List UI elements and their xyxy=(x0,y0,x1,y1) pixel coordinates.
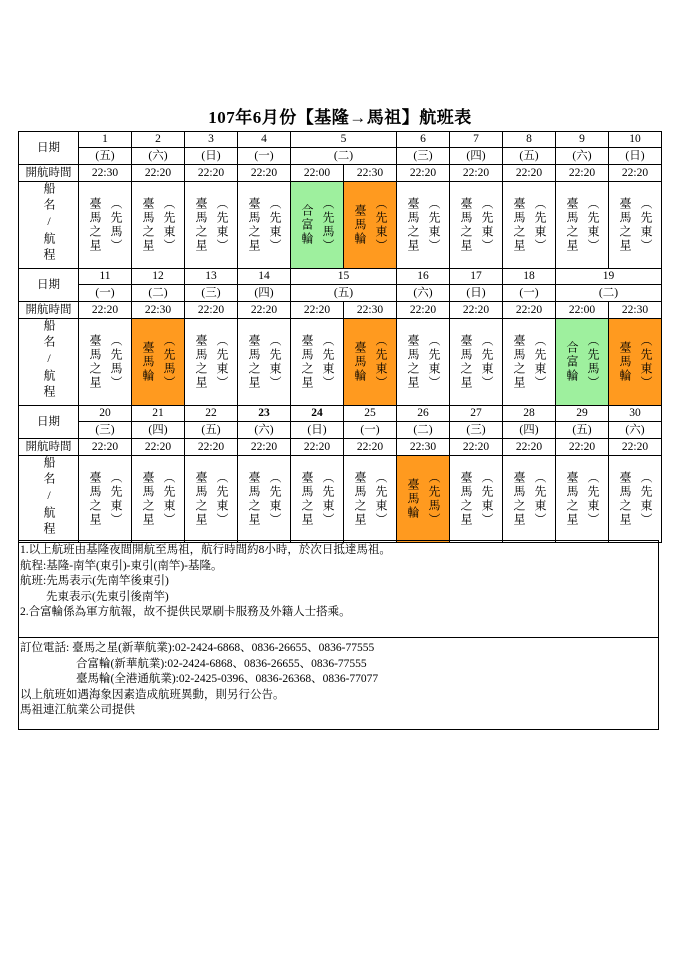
weekday-cell: (五) xyxy=(79,148,132,165)
sailing-cell xyxy=(556,319,609,406)
route-name: （先馬） xyxy=(162,334,176,390)
date-cell: 8 xyxy=(503,132,556,148)
weekday-cell: (四) xyxy=(132,422,185,439)
date-cell: 22 xyxy=(185,406,238,422)
departure-time: 22:20 xyxy=(556,165,609,182)
sailing-cell xyxy=(503,456,556,543)
date-cell: 12 xyxy=(132,269,185,285)
weekday-cell: (六) xyxy=(238,422,291,439)
ship-name: 臺馬之星 xyxy=(141,471,155,527)
weekday-cell: (二) xyxy=(291,148,397,165)
sailing-pair xyxy=(238,182,290,268)
sailing-pair xyxy=(132,182,184,268)
note-5: 2.合富輪係為軍方航報，故不提供民眾刷卡服務及外籍人士搭乘。 xyxy=(20,606,351,618)
sailing-cell xyxy=(609,319,662,406)
route-name: （先馬） xyxy=(586,334,600,390)
departure-time: 22:00 xyxy=(291,165,344,182)
ship-name: 臺馬之星 xyxy=(247,471,261,527)
weekday-cell: (一) xyxy=(238,148,291,165)
sailing-cell xyxy=(238,182,291,269)
weekday-cell: (五) xyxy=(185,422,238,439)
sailing-pair xyxy=(238,319,290,405)
sailing-pair xyxy=(503,182,555,268)
date-cell: 26 xyxy=(397,406,450,422)
weekday-cell: (日) xyxy=(291,422,344,439)
note-4: 先東表示(先東引後南竿) xyxy=(46,590,169,603)
departure-time: 22:30 xyxy=(79,165,132,182)
ship-name: 臺馬之星 xyxy=(512,197,526,253)
sailing-cell xyxy=(450,319,503,406)
route-name: （先東） xyxy=(427,197,441,253)
route-name: （先馬） xyxy=(427,471,441,527)
ship-name: 臺馬輪 xyxy=(353,341,367,383)
booking-line-3: 臺馬輪(全港通航業):02-2425-0396、0836-26368、0836-77077 xyxy=(76,673,379,685)
weekday-cell: (六) xyxy=(397,285,450,302)
weekday-cell: (四) xyxy=(238,285,291,302)
date-row xyxy=(19,269,662,285)
date-cell: 3 xyxy=(185,132,238,148)
route-name: （先東） xyxy=(586,471,600,527)
departure-time: 22:20 xyxy=(609,165,662,182)
sailing-pair xyxy=(185,319,237,405)
sailing-pair xyxy=(556,319,608,405)
departure-time: 22:20 xyxy=(609,439,662,456)
ship-name: 臺馬之星 xyxy=(194,334,208,390)
weekday-cell: (五) xyxy=(556,422,609,439)
schedule-table xyxy=(18,131,662,543)
ship-name: 臺馬之星 xyxy=(353,471,367,527)
departure-time: 22:20 xyxy=(185,165,238,182)
sailing-cell xyxy=(344,456,397,543)
sailing-cell xyxy=(556,456,609,543)
route-name: （先東） xyxy=(374,197,388,253)
departure-time: 22:30 xyxy=(609,302,662,319)
weekday-cell: (日) xyxy=(450,285,503,302)
sailing-pair xyxy=(503,319,555,405)
weekday-cell: (二) xyxy=(132,285,185,302)
departure-time: 22:20 xyxy=(132,165,185,182)
sailing-cell xyxy=(609,182,662,269)
date-row xyxy=(19,406,662,422)
date-cell: 15 xyxy=(291,269,397,285)
page-title: 107年6月份【基隆→馬祖】航班表 xyxy=(208,108,472,127)
date-cell: 13 xyxy=(185,269,238,285)
weekday-cell: (一) xyxy=(503,285,556,302)
weekday-cell: (五) xyxy=(291,285,397,302)
route-name: （先東） xyxy=(215,197,229,253)
ship-name: 臺馬之星 xyxy=(565,471,579,527)
departure-time: 22:20 xyxy=(79,302,132,319)
sailing-cell xyxy=(609,456,662,543)
departure-time: 22:20 xyxy=(503,302,556,319)
route-name: （先東） xyxy=(533,471,547,527)
date-cell: 21 xyxy=(132,406,185,422)
notes-box xyxy=(18,540,659,638)
route-name: （先馬） xyxy=(321,197,335,253)
ship-name: 臺馬之星 xyxy=(88,334,102,390)
ship-name: 臺馬輪 xyxy=(406,478,420,520)
ship-route-label xyxy=(19,182,79,269)
ship-name: 臺馬之星 xyxy=(618,197,632,253)
ship-name: 臺馬之星 xyxy=(406,334,420,390)
departure-time: 22:20 xyxy=(397,302,450,319)
departure-label: 開航時間 xyxy=(19,302,79,319)
sailing-cell xyxy=(185,456,238,543)
sailing-cell xyxy=(556,182,609,269)
departure-time: 22:20 xyxy=(450,439,503,456)
departure-time: 22:30 xyxy=(132,302,185,319)
date-cell: 9 xyxy=(556,132,609,148)
sailing-pair xyxy=(132,319,184,405)
sailing-cell xyxy=(132,456,185,543)
date-cell: 11 xyxy=(79,269,132,285)
booking-line-4: 以上航班如遇海象因素造成航班異動，則另行公告。 xyxy=(20,688,285,701)
sailing-pair xyxy=(291,319,343,405)
route-name: （先東） xyxy=(321,471,335,527)
route-name: （先東） xyxy=(321,334,335,390)
weekday-cell: (二) xyxy=(556,285,662,302)
sailing-pair xyxy=(344,456,396,542)
date-cell: 4 xyxy=(238,132,291,148)
date-cell: 7 xyxy=(450,132,503,148)
sailing-pair xyxy=(291,456,343,542)
note-3: 航班:先馬表示(先南竿後東引) xyxy=(20,575,169,587)
date-cell: 1 xyxy=(79,132,132,148)
weekday-cell: (三) xyxy=(79,422,132,439)
ship-route-label-text: 船名/航程 xyxy=(42,182,56,264)
date-row xyxy=(19,132,662,148)
route-name: （先東） xyxy=(427,334,441,390)
route-name: （先東） xyxy=(215,471,229,527)
weekday-cell: (日) xyxy=(185,148,238,165)
note-1: 1.以上航班由基隆夜間開航至馬祖，航行時間約8小時，於次日抵達馬祖。 xyxy=(20,544,391,556)
sailing-cell xyxy=(344,182,397,269)
ship-name: 臺馬之星 xyxy=(247,197,261,253)
sailing-cell xyxy=(291,456,344,543)
weekday-cell: (一) xyxy=(344,422,397,439)
departure-label: 開航時間 xyxy=(19,439,79,456)
sailing-cell xyxy=(238,456,291,543)
ship-name: 臺馬之星 xyxy=(512,334,526,390)
sailing-cell xyxy=(291,319,344,406)
sailing-pair xyxy=(344,182,396,268)
sailing-pair xyxy=(609,319,661,405)
route-name: （先東） xyxy=(639,197,653,253)
weekday-cell: (一) xyxy=(79,285,132,302)
note-2: 航程:基隆-南竿(東引)-東引(南竿)-基隆。 xyxy=(20,559,223,572)
date-cell: 24 xyxy=(291,406,344,422)
date-label: 日期 xyxy=(19,132,79,165)
ship-name: 合富輪 xyxy=(565,341,579,383)
route-name: （先東） xyxy=(268,334,282,390)
sailing-pair xyxy=(79,319,131,405)
departure-time: 22:20 xyxy=(291,439,344,456)
route-name: （先東） xyxy=(533,197,547,253)
route-name: （先東） xyxy=(639,471,653,527)
sailing-pair xyxy=(79,456,131,542)
ship-route-label-text: 船名/航程 xyxy=(42,319,56,401)
route-name: （先東） xyxy=(639,334,653,390)
departure-time: 22:30 xyxy=(397,439,450,456)
sailing-cell xyxy=(185,182,238,269)
route-name: （先馬） xyxy=(109,197,123,253)
route-name: （先東） xyxy=(268,471,282,527)
sailing-pair xyxy=(344,319,396,405)
route-name: （先馬） xyxy=(109,334,123,390)
date-cell: 6 xyxy=(397,132,450,148)
weekday-cell: (三) xyxy=(185,285,238,302)
departure-time: 22:20 xyxy=(450,165,503,182)
ship-name: 臺馬之星 xyxy=(194,197,208,253)
route-name: （先東） xyxy=(162,197,176,253)
sailing-pair xyxy=(556,456,608,542)
booking-line-1: 訂位電話: 臺馬之星(新華航業):02-2424-6868、0836-26655、0836-77555 xyxy=(20,642,375,654)
weekday-cell: (六) xyxy=(609,422,662,439)
weekday-cell: (四) xyxy=(503,422,556,439)
route-name: （先東） xyxy=(480,334,494,390)
weekday-row xyxy=(19,285,662,302)
departure-time: 22:20 xyxy=(79,439,132,456)
route-name: （先東） xyxy=(162,471,176,527)
departure-row xyxy=(19,302,662,319)
sailing-pair xyxy=(503,456,555,542)
sailing-cell xyxy=(450,456,503,543)
departure-time: 22:30 xyxy=(344,165,397,182)
weekday-cell: (二) xyxy=(397,422,450,439)
ship-route-label xyxy=(19,456,79,543)
date-label: 日期 xyxy=(19,269,79,302)
ship-row xyxy=(19,182,662,269)
date-cell: 27 xyxy=(450,406,503,422)
date-cell: 28 xyxy=(503,406,556,422)
ship-name: 臺馬之星 xyxy=(459,471,473,527)
ship-name: 臺馬之星 xyxy=(194,471,208,527)
weekday-cell: (三) xyxy=(397,148,450,165)
sailing-pair xyxy=(397,456,449,542)
ship-name: 臺馬之星 xyxy=(300,334,314,390)
departure-time: 22:20 xyxy=(238,302,291,319)
weekday-cell: (五) xyxy=(503,148,556,165)
sailing-pair xyxy=(556,182,608,268)
weekday-row xyxy=(19,148,662,165)
ship-row xyxy=(19,319,662,406)
date-cell: 23 xyxy=(238,406,291,422)
departure-row xyxy=(19,165,662,182)
ship-name: 臺馬之星 xyxy=(141,197,155,253)
sailing-pair xyxy=(185,456,237,542)
sailing-pair xyxy=(79,182,131,268)
sailing-cell xyxy=(503,182,556,269)
date-cell: 18 xyxy=(503,269,556,285)
route-name: （先東） xyxy=(533,334,547,390)
date-cell: 29 xyxy=(556,406,609,422)
sailing-cell xyxy=(397,319,450,406)
sailing-pair xyxy=(132,456,184,542)
sailing-cell xyxy=(344,319,397,406)
ship-route-label xyxy=(19,319,79,406)
weekday-cell: (六) xyxy=(132,148,185,165)
ship-row xyxy=(19,456,662,543)
weekday-cell: (日) xyxy=(609,148,662,165)
booking-line-5: 馬祖連江航業公司提供 xyxy=(20,704,135,716)
departure-time: 22:20 xyxy=(556,439,609,456)
route-name: （先東） xyxy=(586,197,600,253)
departure-time: 22:20 xyxy=(185,439,238,456)
date-cell: 5 xyxy=(291,132,397,148)
weekday-row xyxy=(19,422,662,439)
sailing-cell xyxy=(185,319,238,406)
date-label: 日期 xyxy=(19,406,79,439)
sailing-cell xyxy=(291,182,344,269)
sailing-pair xyxy=(397,319,449,405)
route-name: （先東） xyxy=(480,197,494,253)
route-name: （先東） xyxy=(480,471,494,527)
ship-name: 臺馬之星 xyxy=(459,197,473,253)
sailing-cell xyxy=(79,319,132,406)
departure-time: 22:20 xyxy=(238,165,291,182)
sailing-cell xyxy=(397,182,450,269)
sailing-pair xyxy=(450,182,502,268)
sailing-pair xyxy=(397,182,449,268)
departure-time: 22:20 xyxy=(344,439,397,456)
ship-name: 臺馬輪 xyxy=(353,204,367,246)
sailing-pair xyxy=(609,456,661,542)
ship-name: 臺馬之星 xyxy=(512,471,526,527)
departure-row xyxy=(19,439,662,456)
sailing-pair xyxy=(450,456,502,542)
weekday-cell: (四) xyxy=(450,148,503,165)
route-name: （先東） xyxy=(268,197,282,253)
departure-time: 22:20 xyxy=(503,165,556,182)
route-name: （先東） xyxy=(374,471,388,527)
sailing-cell xyxy=(132,319,185,406)
booking-box xyxy=(18,638,659,730)
sailing-cell xyxy=(397,456,450,543)
ship-name: 臺馬輪 xyxy=(141,341,155,383)
sailing-cell xyxy=(450,182,503,269)
departure-time: 22:20 xyxy=(397,165,450,182)
sailing-cell xyxy=(132,182,185,269)
ship-name: 臺馬之星 xyxy=(247,334,261,390)
ship-name: 臺馬之星 xyxy=(565,197,579,253)
date-cell: 25 xyxy=(344,406,397,422)
sailing-cell xyxy=(79,182,132,269)
departure-time: 22:00 xyxy=(556,302,609,319)
sailing-cell xyxy=(79,456,132,543)
ship-name: 臺馬之星 xyxy=(88,197,102,253)
ship-route-label-text: 船名/航程 xyxy=(42,456,56,538)
date-cell: 2 xyxy=(132,132,185,148)
departure-time: 22:20 xyxy=(503,439,556,456)
date-cell: 17 xyxy=(450,269,503,285)
departure-label: 開航時間 xyxy=(19,165,79,182)
route-name: （先東） xyxy=(374,334,388,390)
departure-time: 22:30 xyxy=(344,302,397,319)
route-name: （先東） xyxy=(215,334,229,390)
route-name: （先東） xyxy=(109,471,123,527)
ship-name: 臺馬之星 xyxy=(406,197,420,253)
sailing-pair xyxy=(185,182,237,268)
sailing-cell xyxy=(503,319,556,406)
departure-time: 22:20 xyxy=(291,302,344,319)
sailing-cell xyxy=(238,319,291,406)
ship-name: 臺馬之星 xyxy=(618,471,632,527)
date-cell: 10 xyxy=(609,132,662,148)
sailing-pair xyxy=(609,182,661,268)
weekday-cell: (六) xyxy=(556,148,609,165)
ship-name: 臺馬之星 xyxy=(459,334,473,390)
weekday-cell: (三) xyxy=(450,422,503,439)
booking-line-2: 合富輪(新華航業):02-2424-6868、0836-26655、0836-77555 xyxy=(76,657,367,670)
date-cell: 20 xyxy=(79,406,132,422)
ship-name: 臺馬之星 xyxy=(300,471,314,527)
departure-time: 22:20 xyxy=(238,439,291,456)
date-cell: 16 xyxy=(397,269,450,285)
departure-time: 22:20 xyxy=(132,439,185,456)
date-cell: 30 xyxy=(609,406,662,422)
ship-name: 合富輪 xyxy=(300,204,314,246)
departure-time: 22:20 xyxy=(185,302,238,319)
ship-name: 臺馬輪 xyxy=(618,341,632,383)
date-cell: 14 xyxy=(238,269,291,285)
ship-name: 臺馬之星 xyxy=(88,471,102,527)
sailing-pair xyxy=(450,319,502,405)
sailing-pair xyxy=(238,456,290,542)
sailing-pair xyxy=(291,182,343,268)
departure-time: 22:20 xyxy=(450,302,503,319)
date-cell: 19 xyxy=(556,269,662,285)
